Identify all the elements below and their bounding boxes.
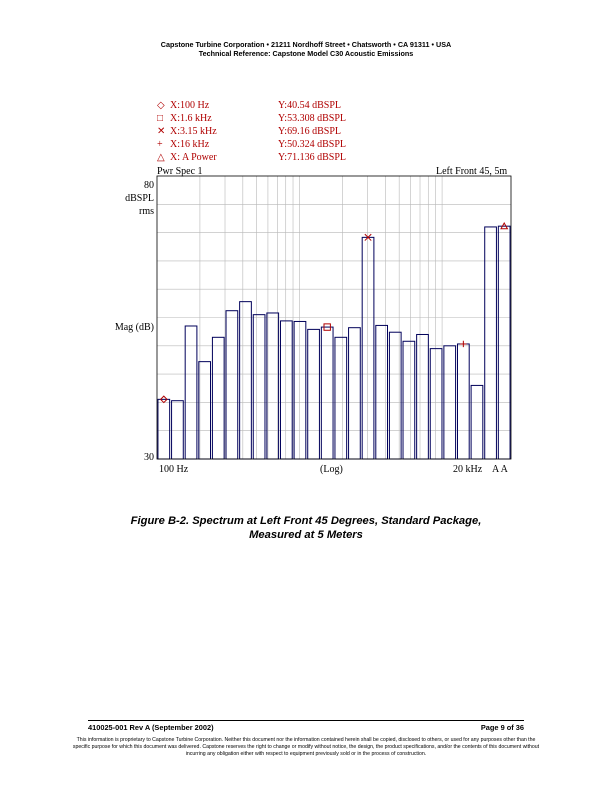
spectrum-bar bbox=[349, 328, 361, 459]
spectrum-bar bbox=[430, 349, 442, 459]
cursor-2-y: Y:53.308 dBSPL bbox=[278, 113, 346, 124]
cursor-5-x: X: A Power bbox=[170, 152, 217, 163]
cursor-3-x: X:3.15 kHz bbox=[170, 126, 217, 137]
spectrum-bar bbox=[253, 315, 265, 459]
diamond-marker-icon: ◇ bbox=[157, 100, 165, 111]
y-axis-label: Mag (dB) bbox=[114, 322, 154, 333]
spectrum-bar bbox=[199, 362, 211, 459]
x-tick-right: 20 kHz bbox=[453, 464, 483, 475]
plus-marker-icon: + bbox=[157, 139, 163, 150]
cursor-4-y: Y:50.324 dBSPL bbox=[278, 139, 346, 150]
header-reference-line: Technical Reference: Capstone Model C30 Acoustic Emissions bbox=[198, 49, 414, 58]
figure-caption-line2: Measured at 5 Meters bbox=[249, 529, 363, 541]
spectrum-bar bbox=[335, 337, 347, 459]
footer-rule bbox=[88, 720, 524, 721]
spectrum-bar bbox=[321, 327, 333, 459]
spectrum-bar bbox=[226, 311, 238, 459]
spectrum-bar bbox=[471, 385, 483, 459]
figure-caption-line1: Figure B-2. Spectrum at Left Front 45 Degrees, Standard Package, bbox=[130, 515, 482, 527]
cursor-2-x: X:1.6 kHz bbox=[170, 113, 212, 124]
triangle-marker-icon: △ bbox=[157, 152, 165, 163]
plus-cursor-marker bbox=[460, 341, 466, 347]
spectrum-bar bbox=[212, 337, 224, 459]
spectrum-bar bbox=[457, 344, 469, 459]
doc-id: 410025-001 Rev A (September 2002) bbox=[88, 723, 214, 732]
spectrum-bar bbox=[294, 321, 306, 459]
spectrum-bar bbox=[280, 321, 292, 459]
header-company-line: Capstone Turbine Corporation • 21211 Nordhoff Street • Chatsworth • CA 91311 • USA bbox=[160, 40, 452, 49]
spectrum-bar bbox=[376, 325, 388, 459]
cross-marker-icon: ✕ bbox=[157, 126, 166, 137]
spectrum-bar bbox=[240, 302, 252, 459]
y-tick-top: 80 bbox=[144, 180, 154, 191]
cursor-1-x: X:100 Hz bbox=[170, 100, 210, 111]
spectrum-bar bbox=[158, 399, 170, 459]
x-tick-mid: (Log) bbox=[320, 464, 343, 475]
spectrum-bar bbox=[485, 227, 497, 459]
spectrum-bar bbox=[172, 401, 184, 459]
chart-title: Pwr Spec 1 bbox=[157, 166, 203, 177]
cursor-1-y: Y:40.54 dBSPL bbox=[278, 100, 341, 111]
spectrum-bar bbox=[308, 329, 320, 459]
y-unit-rms: rms bbox=[139, 206, 154, 217]
chart-subtitle: Left Front 45, 5m bbox=[436, 166, 508, 177]
spectrum-bar bbox=[417, 334, 429, 459]
x-tick-left: 100 Hz bbox=[159, 464, 189, 475]
spectrum-bar bbox=[267, 313, 279, 459]
cursor-3-y: Y:69.16 dBSPL bbox=[278, 126, 341, 137]
spectrum-bar bbox=[403, 341, 415, 459]
y-tick-bottom: 30 bbox=[144, 452, 154, 463]
spectrum-bar bbox=[362, 237, 374, 459]
page-number: Page 9 of 36 bbox=[480, 723, 524, 732]
y-unit-dbspl: dBSPL bbox=[125, 193, 154, 204]
square-marker-icon: □ bbox=[157, 113, 164, 124]
proprietary-notice: This information is proprietary to Capstone Turbine Corporation. Neither this document nor the information contained herein shall be copied, disclosed to others, or used for any purposes other than the specific purpose for which this document was delivered. Capstone reserves the right to change or modify without notice, the design, the product specifications, and/or the contents of this document without incurring any obligation either with respect to equipment previously sold or in the process of construction. bbox=[72, 737, 540, 757]
cursor-5-y: Y:71.136 dBSPL bbox=[278, 152, 346, 163]
x-tick-aa: A A bbox=[492, 464, 508, 475]
cursor-4-x: X:16 kHz bbox=[170, 139, 210, 150]
